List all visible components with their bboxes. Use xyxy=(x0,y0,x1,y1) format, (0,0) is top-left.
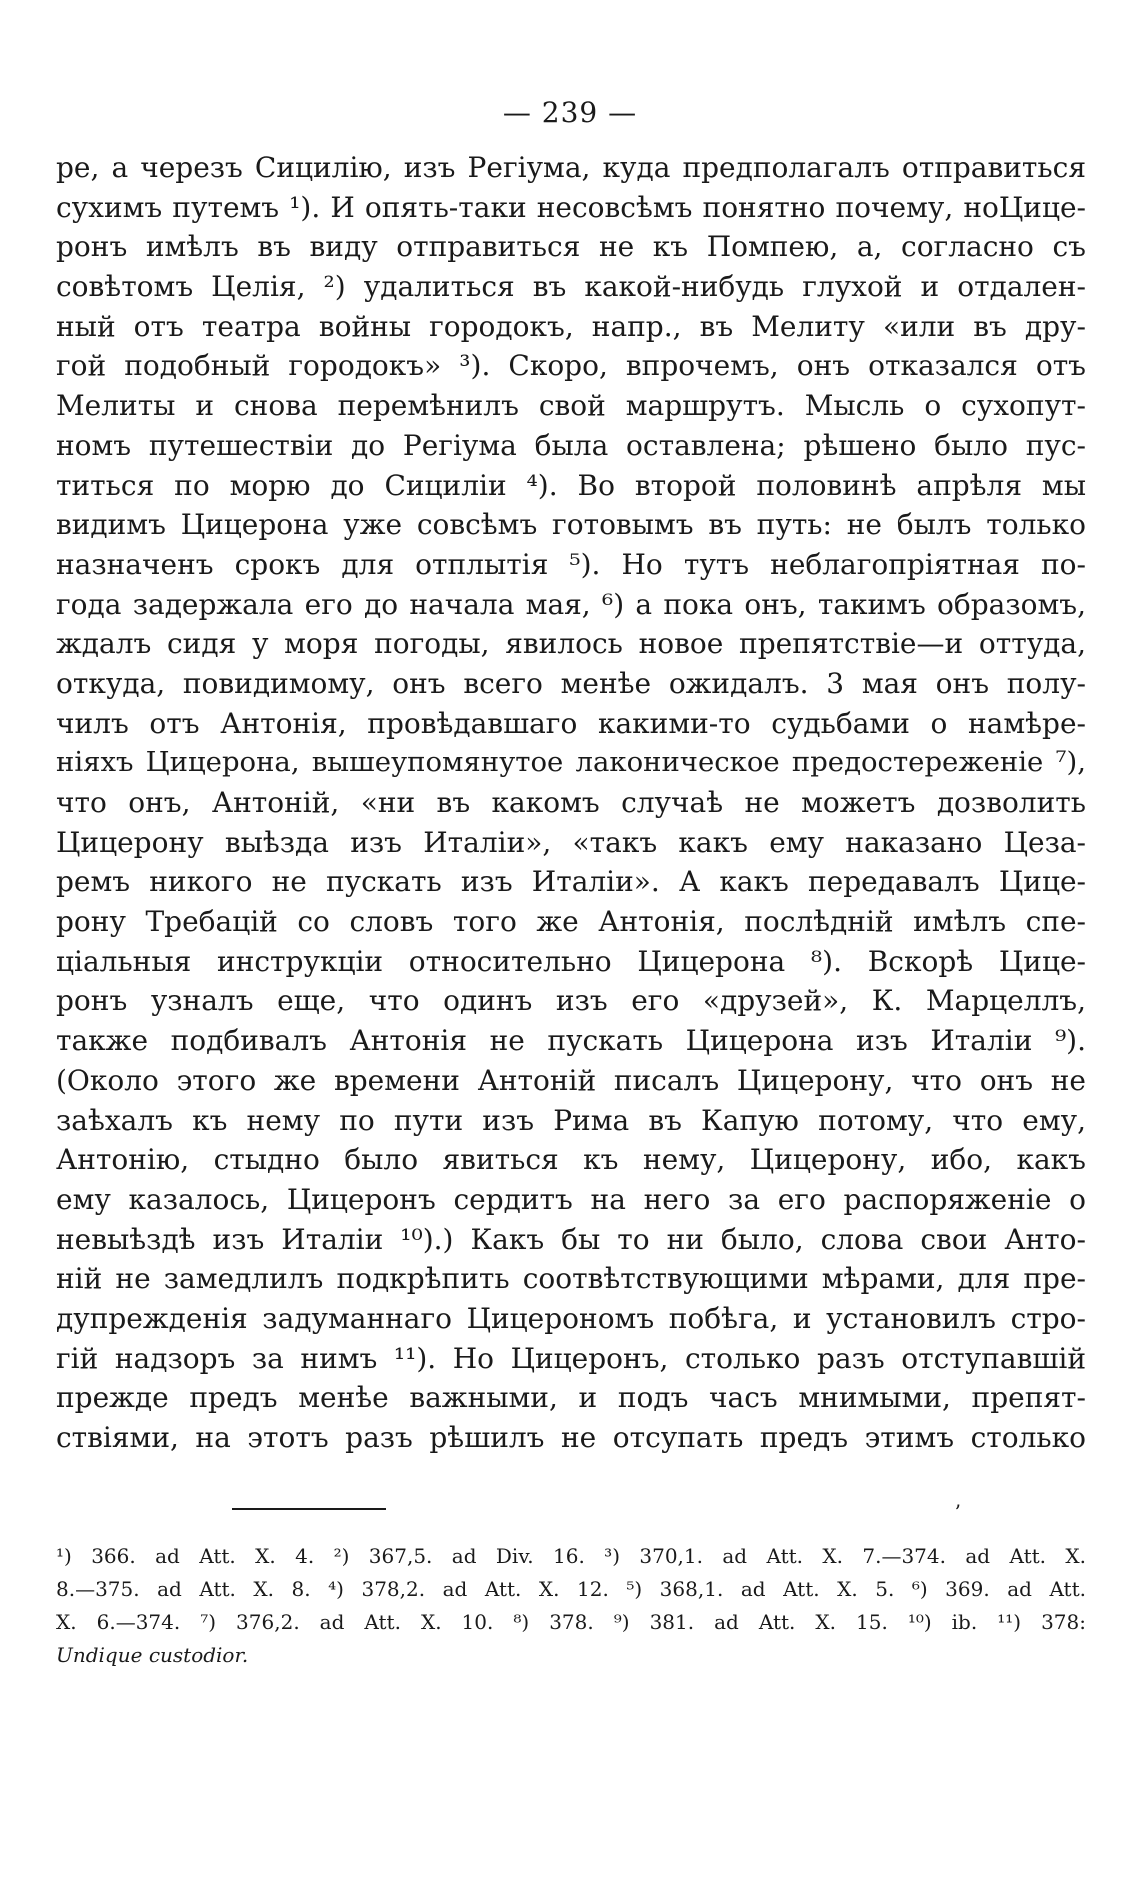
text-line: (Около этого же времени Антоній писалъ Цицерону, что онъ не xyxy=(56,1063,1086,1097)
text-line: дупрежденія задуманнаго Цицерономъ побѣга, и установилъ стро- xyxy=(56,1301,1086,1335)
text-line: ремъ никого не пускать изъ Италіи». А какъ передавалъ Цице- xyxy=(56,865,1086,899)
footnote-line: Undique custodior. xyxy=(56,1643,249,1667)
text-line: Цицерону выѣзда изъ Италіи», «такъ какъ ему наказано Цеза- xyxy=(56,825,1086,859)
text-line: года задержала его до начала мая, ⁶) а пока онъ, такимъ образомъ, xyxy=(56,587,1086,621)
footnote-line: X. 6.—374. ⁷) 376,2. ad Att. X. 10. ⁸) 378. ⁹) 381. ad Att. X. 15. ¹⁰) ib. ¹¹) 378: xyxy=(56,1610,1086,1634)
text-line: титься по морю до Сициліи ⁴). Во второй половинѣ апрѣля мы xyxy=(56,468,1086,502)
text-line: гій надзоръ за нимъ ¹¹). Но Цицеронъ, столько разъ отступавшій xyxy=(56,1341,1086,1375)
text-line: ный отъ театра войны городокъ, напр., въ Мелиту «или въ дру- xyxy=(56,309,1086,343)
text-line: ждалъ сидя у моря погоды, явилось новое препятствіе—и оттуда, xyxy=(56,627,1086,661)
text-line: чилъ отъ Антонія, провѣдавшаго какими-то судьбами о намѣре- xyxy=(56,706,1086,740)
footnotes xyxy=(56,1540,1086,1672)
footnote-divider xyxy=(232,1508,386,1510)
text-line: ній не замедлилъ подкрѣпить соотвѣтствующими мѣрами, для пре- xyxy=(56,1262,1086,1296)
text-line: откуда, повидимому, онъ всего менѣе ожидалъ. 3 мая онъ полу- xyxy=(56,666,1086,700)
text-line: ніяхъ Цицерона, вышеупомянутое лаконическое предостереженіе ⁷), xyxy=(56,746,1086,779)
text-line: рону Требацій со словъ того же Антонія, послѣдній имѣлъ спе- xyxy=(56,905,1086,939)
text-line: ему казалось, Цицеронъ сердитъ на него за его распоряженіе о xyxy=(56,1182,1086,1216)
text-line: совѣтомъ Целія, ²) удалиться въ какой-нибудь глухой и отдален- xyxy=(56,270,1086,304)
text-line: назначенъ срокъ для отплытія ⁵). Но тутъ неблагопріятная по- xyxy=(56,547,1086,581)
stray-mark: ʼ xyxy=(954,1500,961,1524)
text-line: видимъ Цицерона уже совсѣмъ готовымъ въ путь: не былъ только xyxy=(56,508,1086,542)
text-line: номъ путешествіи до Регіума была оставлена; рѣшено было пус- xyxy=(56,428,1086,462)
page-number: — 239 — xyxy=(502,96,638,129)
text-line: ре, а черезъ Сицилію, изъ Регіума, куда предполагалъ отправиться xyxy=(56,151,1086,184)
text-line: ціальныя инструкціи относительно Цицерона ⁸). Вскорѣ Цице- xyxy=(56,944,1086,978)
text-line: сухимъ путемъ ¹). И опять-таки несовсѣмъ понятно почему, ноЦице- xyxy=(56,190,1086,224)
text-line: Мелиты и снова перемѣнилъ свой маршрутъ. Мысль о сухопут- xyxy=(56,389,1086,423)
text-line: Антонію, стыдно было явиться къ нему, Цицерону, ибо, какъ xyxy=(56,1143,1086,1177)
main-text xyxy=(56,148,1086,1458)
text-line: что онъ, Антоній, «ни въ какомъ случаѣ не можетъ дозволить xyxy=(56,786,1086,819)
text-line: заѣхалъ къ нему по пути изъ Рима въ Капую потому, что ему, xyxy=(56,1103,1086,1137)
text-line: также подбивалъ Антонія не пускать Цицерона изъ Италіи ⁹). xyxy=(56,1024,1086,1058)
text-line: прежде предъ менѣе важными, и подъ часъ мнимыми, препят- xyxy=(56,1381,1086,1415)
footnote-line: ¹) 366. ad Att. X. 4. ²) 367,5. ad Div. 16. ³) 370,1. ad Att. X. 7.—374. ad Att. X. xyxy=(56,1544,1086,1568)
text-line: гой подобный городокъ» ³). Скоро, впрочемъ, онъ отказался отъ xyxy=(56,349,1086,383)
text-line: ронъ узналъ еще, что одинъ изъ его «друзей», К. Марцеллъ, xyxy=(56,984,1086,1018)
text-line: ронъ имѣлъ въ виду отправиться не къ Помпею, а, согласно съ xyxy=(56,230,1086,264)
text-line: невыѣздѣ изъ Италіи ¹⁰).) Какъ бы то ни было, слова свои Анто- xyxy=(56,1222,1086,1256)
text-line: ствіями, на этотъ разъ рѣшилъ не отсупать предъ этимъ столько xyxy=(56,1421,1086,1454)
footnote-line: 8.—375. ad Att. X. 8. ⁴) 378,2. ad Att. X. 12. ⁵) 368,1. ad Att. X. 5. ⁶) 369. ad Att. xyxy=(56,1577,1086,1601)
